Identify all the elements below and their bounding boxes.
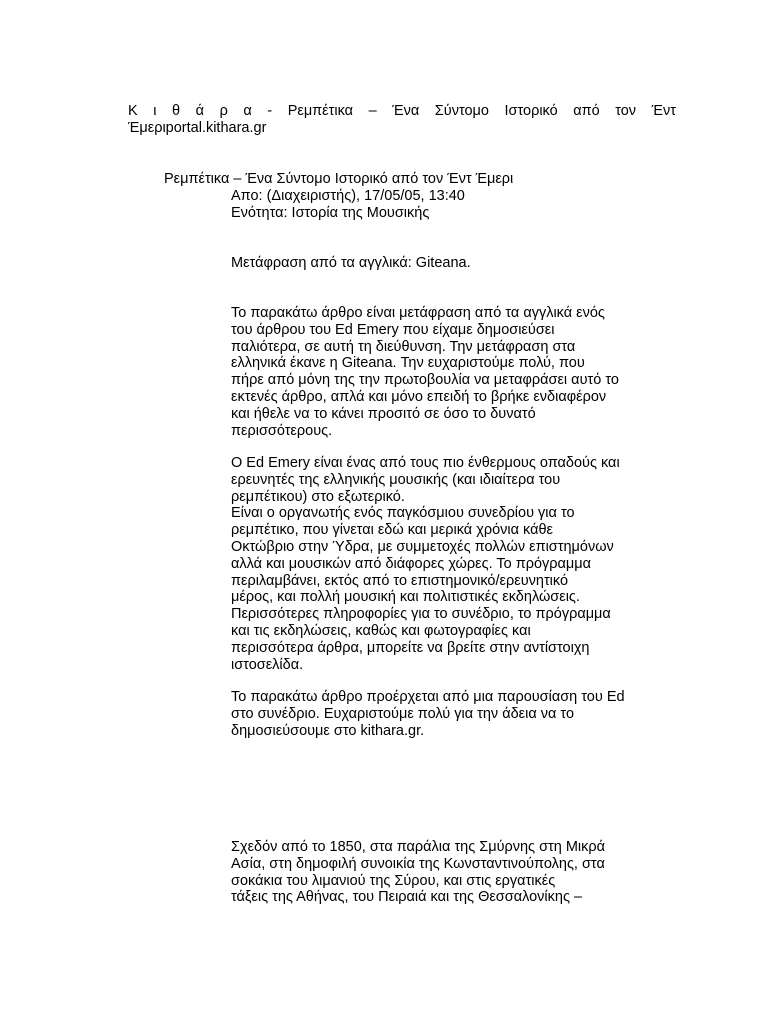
text-line: μέρος, και πολλή μουσική και πολιτιστικές εκδηλώσεις.: [231, 589, 580, 606]
translation-note: Μετάφραση από τα αγγλικά: Giteana.: [231, 255, 471, 271]
header-title-line: [128, 103, 676, 120]
text-line: Το παρακάτω άρθρο προέρχεται από μια παρουσίαση του Ed: [231, 689, 625, 705]
header-word: από: [573, 103, 600, 119]
paragraph-history: [231, 839, 671, 906]
text-line: περισσότερα άρθρα, μπορείτε να βρείτε στην αντίστοιχη: [231, 639, 590, 656]
paragraph-intro: [231, 305, 671, 439]
text-line: Οκτώβριο στην Ύδρα, με συμμετοχές πολλών επιστημόνων: [231, 538, 614, 555]
text-line: αλλά και μουσικών από διάφορες χώρες. Το πρόγραμμα: [231, 555, 592, 572]
text-line: ιστοσελίδα.: [231, 656, 304, 673]
header-word: τον: [615, 103, 637, 119]
paragraph-source: [231, 689, 671, 739]
header-word: α: [243, 103, 252, 119]
text-line: στο συνέδριο. Ευχαριστούμε πολύ για την άδεια να το: [231, 705, 575, 722]
header-word: θ: [172, 103, 181, 119]
text-line: τάξεις της Αθήνας, του Πειραιά και της Θεσσαλονίκης –: [231, 889, 583, 906]
text-line: Είναι ο οργανωτής ενός παγκόσμιου συνεδρίου για το: [231, 505, 575, 522]
header-word: Κ: [128, 103, 138, 119]
header-source-line: Έμεριportal.kithara.gr: [128, 119, 267, 136]
article-meta: [231, 188, 465, 222]
text-line: περιλαμβάνει, εκτός από το επιστημονικό/ερευνητικό: [231, 572, 569, 589]
text-line: και τις εκδηλώσεις, καθώς και φωτογραφίες και: [231, 622, 531, 639]
header-word: ι: [153, 103, 157, 119]
header-word: Ρεμπέτικα: [287, 103, 354, 119]
text-line: και ήθελε να το κάνει προσιτό σε όσο το δυνατό: [231, 405, 536, 422]
text-line: ρεμπέτικου) στο εξωτερικό.: [231, 488, 405, 505]
text-line: δημοσιεύσουμε στο kithara.gr.: [231, 722, 425, 739]
text-line: Ασία, στη δημοφιλή συνοικία της Κωνσταντινούπολης, στα: [231, 855, 605, 872]
text-line: Περισσότερες πληροφορίες για το συνέδριο, το πρόγραμμα: [231, 606, 611, 623]
text-line: Ο Ed Emery είναι ένας από τους πιο ένθερμους οπαδούς και: [231, 455, 620, 471]
text-line: ελληνικά έκανε η Giteana. Την ευχαριστούμε πολύ, που: [231, 355, 585, 372]
header-word: –: [368, 103, 377, 119]
text-line: περισσότερους.: [231, 422, 333, 439]
section-line: Ενότητα: Ιστορία της Μουσικής: [231, 204, 430, 221]
text-line: σοκάκια του λιμανιού της Σύρου, και στις εργατικές: [231, 872, 556, 889]
text-line: ερευνητές της ελληνικής μουσικής (και ιδιαίτερα του: [231, 471, 561, 488]
header-word: Ένα: [392, 103, 420, 119]
header-word: ρ: [219, 103, 228, 119]
text-line: εκτενές άρθρο, απλά και μόνο επειδή το βρήκε ενδιαφέρον: [231, 388, 607, 405]
paragraph-ed-emery: [231, 455, 671, 673]
header-word: Σύντομο: [434, 103, 489, 119]
text-line: ρεμπέτικο, που γίνεται εδώ και μερικά χρόνια κάθε: [231, 522, 553, 539]
author-line: Απο: (Διαχειριστής), 17/05/05, 13:40: [231, 188, 465, 204]
header-word: -: [267, 103, 273, 119]
article-title: Ρεμπέτικα – Ένα Σύντομο Ιστορικό από τον Έντ Έμερι: [164, 171, 514, 187]
header-word: ά: [195, 103, 205, 119]
header-word: Έντ: [651, 103, 676, 119]
text-line: Σχεδόν από το 1850, στα παράλια της Σμύρνης στη Μικρά: [231, 839, 606, 855]
document-header: [128, 103, 676, 137]
text-line: Το παρακάτω άρθρο είναι μετάφραση από τα αγγλικά ενός: [231, 305, 605, 321]
text-line: πήρε από μόνη της την πρωτοβουλία να μεταφράσει αυτό το: [231, 372, 619, 389]
header-word: Ιστορικό: [504, 103, 558, 119]
text-line: παλιότερα, σε αυτή τη διεύθυνση. Την μετάφραση στα: [231, 338, 576, 355]
text-line: του άρθρου του Ed Emery που είχαμε δημοσιεύσει: [231, 321, 555, 338]
